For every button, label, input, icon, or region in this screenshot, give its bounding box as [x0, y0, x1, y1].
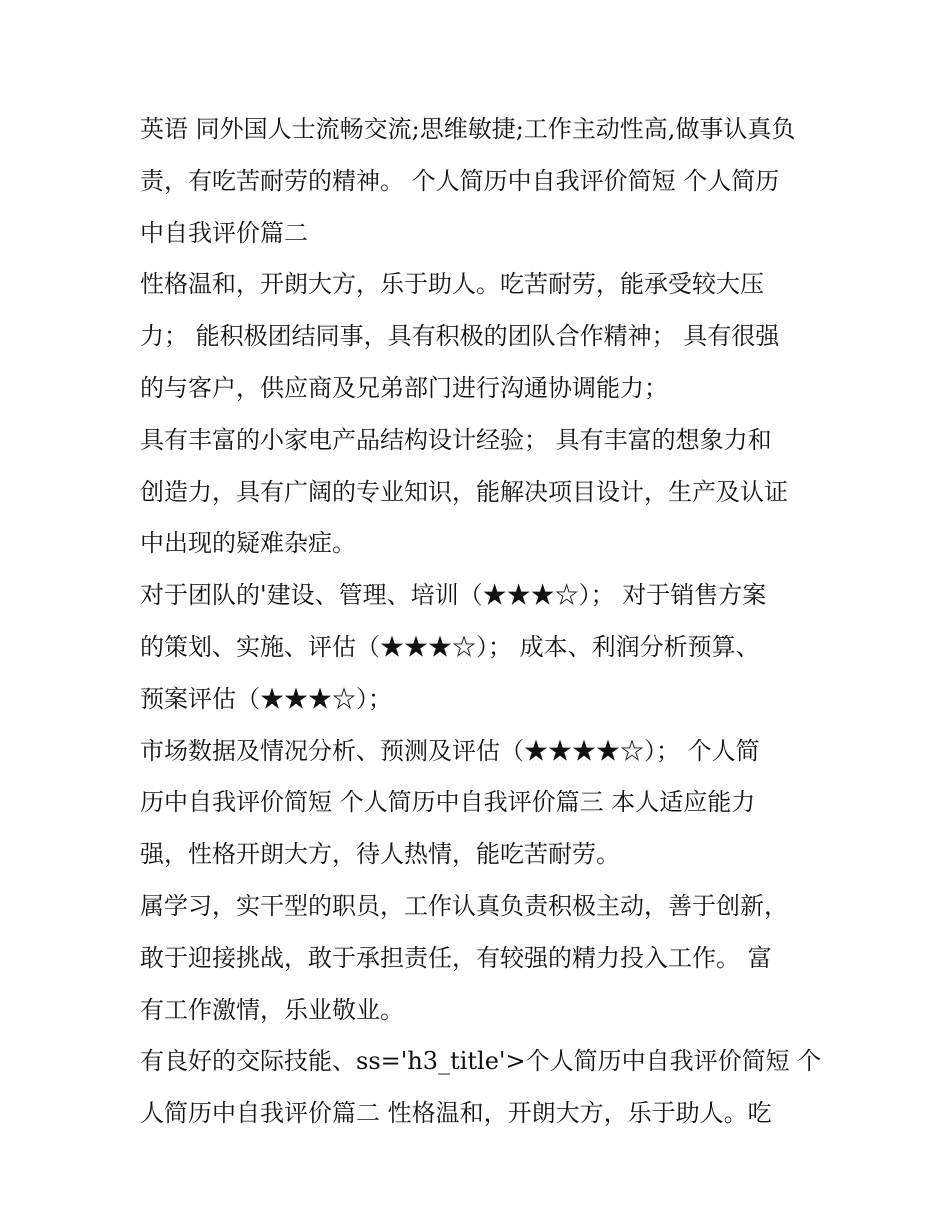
text-line-3: 中自我评价篇二 — [140, 218, 308, 247]
text-line-11: 的策划、实施、评估（★★★☆）； 成本、利润分析预算、 — [140, 632, 760, 661]
text-line-5: 力； 能积极团结同事，具有积极的团队合作精神； 具有很强 — [140, 322, 780, 351]
text-line-13: 市场数据及情况分析、预测及评估（★★★★☆）； 个人简 — [140, 736, 760, 765]
text-line-18: 有工作激情，乐业敬业。 — [140, 995, 404, 1024]
text-line-20: 人简历中自我评价篇二 性格温和，开朗大方，乐于助人。吃 — [140, 1099, 772, 1128]
text-line-6: 的与客户，供应商及兄弟部门进行沟通协调能力； — [140, 373, 668, 402]
text-line-14: 历中自我评价简短 个人简历中自我评价篇三 本人适应能力 — [140, 788, 756, 817]
text-line-8: 创造力，具有广阔的专业知识，能解决项目设计，生产及认证 — [140, 477, 788, 506]
text-line-12: 预案评估（★★★☆）； — [140, 684, 392, 713]
text-line-4: 性格温和，开朗大方，乐于助人。吃苦耐劳，能承受较大压 — [140, 270, 764, 299]
text-line-19: 有良好的交际技能、ss='h3_title'>个人简历中自我评价简短 个 — [140, 1047, 822, 1076]
text-line-16: 属学习，实干型的职员，工作认真负责积极主动，善于创新， — [140, 891, 788, 920]
document-body — [140, 104, 820, 1140]
text-line-2: 责，有吃苦耐劳的精神。 个人简历中自我评价简短 个人简历 — [140, 166, 780, 195]
text-line-9: 中出现的疑难杂症。 — [140, 529, 356, 558]
text-line-10: 对于团队的'建设、管理、培训（★★★☆）； 对于销售方案 — [140, 581, 767, 610]
text-line-7: 具有丰富的小家电产品结构设计经验； 具有丰富的想象力和 — [140, 425, 772, 454]
text-line-15: 强，性格开朗大方，待人热情，能吃苦耐劳。 — [140, 840, 620, 869]
text-line-17: 敢于迎接挑战，敢于承担责任，有较强的精力投入工作。 富 — [140, 943, 772, 972]
text-line-1: 英语 同外国人士流畅交流;思维敏捷;工作主动性高,做事认真负 — [140, 115, 796, 143]
